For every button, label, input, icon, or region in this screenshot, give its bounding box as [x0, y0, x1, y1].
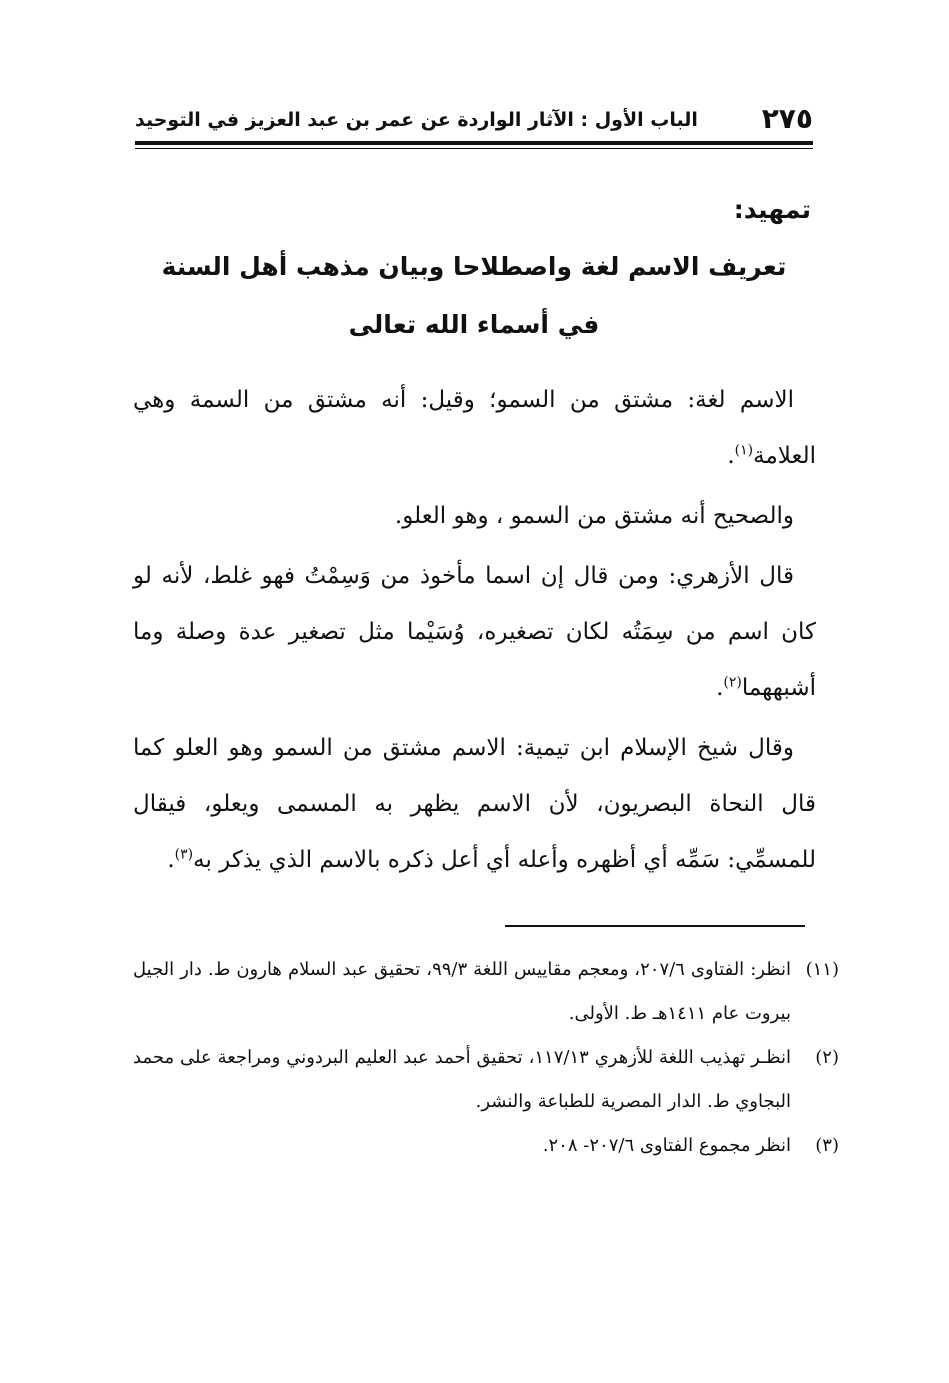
paragraph-tail: .: [716, 675, 724, 701]
page-number: ٢٧٥: [761, 102, 813, 135]
footnote-text: انظر مجموع الفتاوى ٢٠٧/٦- ٢٠٨.: [542, 1135, 791, 1156]
paragraph-text: والصحيح أنه مشتق من السمو ، وهو العلو.: [394, 503, 794, 529]
paragraph: [133, 488, 816, 544]
paragraph-text: الاسم لغة: مشتق من السمو؛ وقيل: أنه مشتق من السمة وهي العلامة: [133, 387, 816, 469]
running-header-title: الباب الأول : الآثار الواردة عن عمر بن عبد العزيز في التوحيد: [135, 109, 698, 131]
paragraph: [133, 548, 816, 716]
paragraph: [133, 720, 816, 888]
footnote-separator: [505, 925, 805, 927]
footnote-text: انظر: الفتاوى ٢٠٧/٦، ومعجم مقاييس اللغة ٩٩/٣، تحقيق عبد السلام هارون ط. دار الجيل بيروت عام ١٤١١هـ ط. الأولى.: [133, 959, 791, 1024]
body-text: [133, 372, 816, 892]
footnote-number: (٣): [815, 1135, 839, 1156]
running-header: [135, 100, 813, 140]
section-heading-line-2: في أسماء الله تعالى: [348, 310, 600, 339]
footnote-text: انظـر تهذيب اللغة للأزهري ١١٧/١٣، تحقيق أحمد عبد العليم البردوني ومراجعة على محمد البجاوي ط. الدار المصرية للطباعة والنشر.: [133, 1047, 791, 1112]
footnote-ref: (١): [734, 442, 754, 459]
header-rule-thin: [135, 148, 813, 149]
footnote-ref: (٢): [723, 674, 742, 691]
intro-label: تمهيد:: [733, 195, 811, 224]
footnotes: [133, 948, 839, 1168]
section-heading-line-1: تعريف الاسم لغة واصطلاحا وبيان مذهب أهل السنة: [161, 252, 787, 281]
footnote: [133, 948, 839, 1036]
footnote-number: (٢): [815, 1047, 839, 1068]
footnote-ref: (٣): [174, 846, 194, 863]
footnote: [133, 1036, 839, 1124]
paragraph-tail: .: [167, 847, 175, 873]
paragraph: [133, 372, 816, 484]
paragraph-text: قال الأزهري: ومن قال إن اسما مأخوذ من وَسِمْتُ فهو غلط، لأنه لو كان اسم من سِمَتُه لكان تصغيره، وُسَيْما مثل تصغير عدة وصلة وما أشبههما: [133, 563, 816, 701]
footnote-number: (١١): [805, 959, 839, 980]
header-rule-thick: [135, 141, 813, 145]
paragraph-text: وقال شيخ الإسلام ابن تيمية: الاسم مشتق من السمو وهو العلو كما قال النحاة البصريون، لأن الاسم يظهر به المسمى ويعلو، فيقال للمسمِّي: سَمِّه أي أظهره وأعله أي أعل ذكره بالاسم الذي يذكر به: [133, 735, 816, 873]
paragraph-tail: .: [727, 443, 735, 469]
footnote: [133, 1124, 839, 1168]
